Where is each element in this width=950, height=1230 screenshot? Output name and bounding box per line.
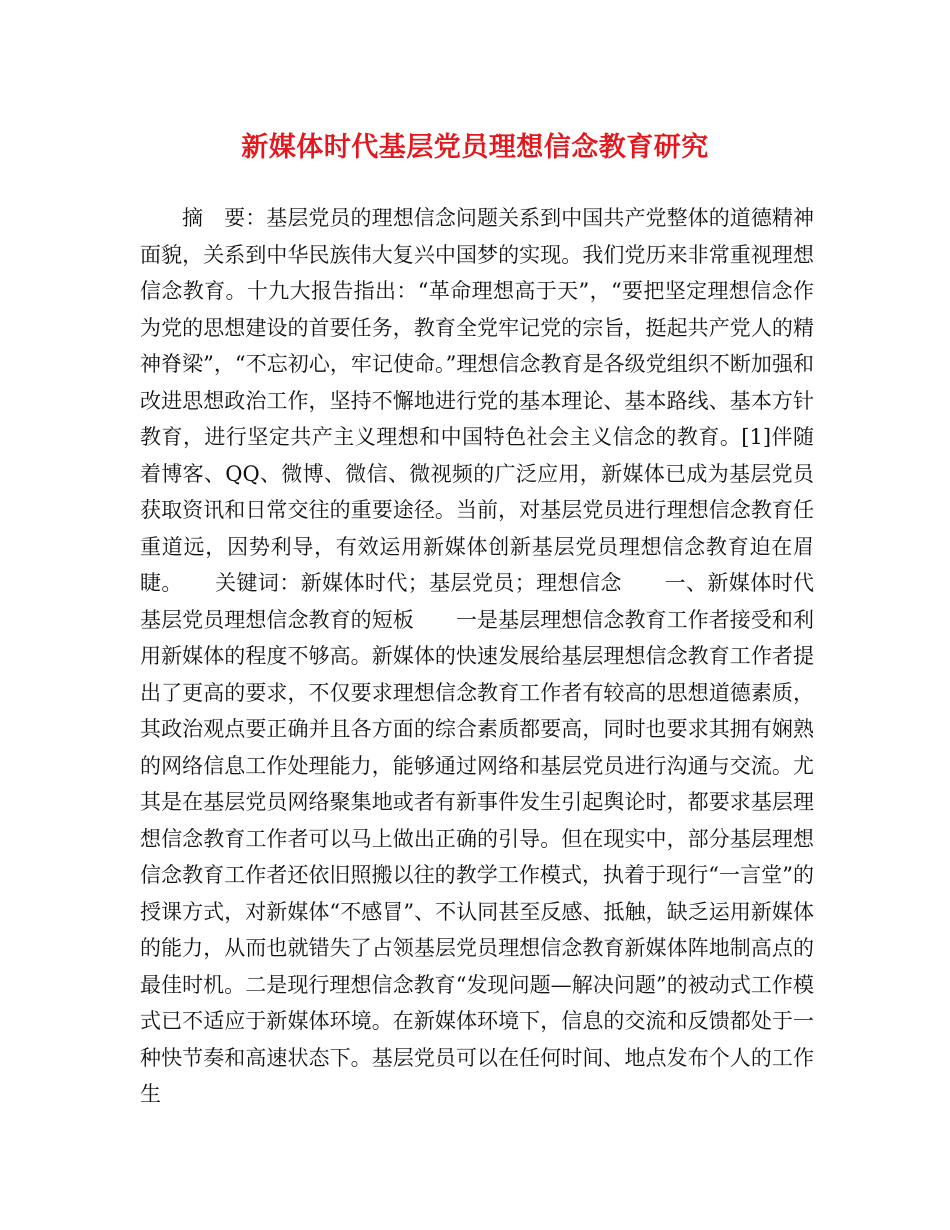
document-title: 新媒体时代基层党员理想信念教育研究 [241, 132, 709, 163]
document-body: 摘 要：基层党员的理想信念问题关系到中国共产党整体的道德精神面貌，关系到中华民族伟大复兴中国梦的实现。我们党历来非常重视理想信念教育。十九大报告指出：“革命理想高于天”，“要把坚定理想信念作为党的思想建设的首要任务，教育全党牢记党的宗旨，挺起共产党人的精神脊梁”，“不忘初心，牢记使命。”理想信念教育是各级党组织不断加强和改进思想政治工作，坚持不懈地进行党的基本理论、基本路线、基本方针教育，进行坚定共产主义理想和中国特色社会主义信念的教育。[1]伴随着博客、QQ、微博、微信、微视频的广泛应用，新媒体已成为基层党员获取资讯和日常交往的重要途径。当前，对基层党员进行理想信念教育任重道远，因势利导，有效运用新媒体创新基层党员理想信念教育迫在眉睫。 关键词：新媒体时代；基层党员；理想信念 一、新媒体时代基层党员理想信念教育的短板 一是基层理想信念教育工作者接受和利用新媒体的程度不够高。新媒体的快速发展给基层理想信念教育工作者提出了更高的要求，不仅要求理想信念教育工作者有较高的思想道德素质，其政治观点要正确并且各方面的综合素质都要高，同时也要求其拥有娴熟的网络信息工作处理能力，能够通过网络和基层党员进行沟通与交流。尤其是在基层党员网络聚集地或者有新事件发生引起舆论时，都要求基层理想信念教育工作者可以马上做出正确的引导。但在现实中，部分基层理想信念教育工作者还依旧照搬以往的教学工作模式，执着于现行“一言堂”的授课方式，对新媒体“不感冒”、不认同甚至反感、抵触，缺乏运用新媒体的能力，从而也就错失了占领基层党员理想信念教育新媒体阵地制高点的最佳时机。二是现行理想信念教育“发现问题—解决问题”的被动式工作模式已不适应于新媒体环境。在新媒体环境下，信息的交流和反馈都处于一种快节奏和高速状态下。基层党员可以在任何时间、地点发布个人的工作生 [140, 206, 814, 1106]
